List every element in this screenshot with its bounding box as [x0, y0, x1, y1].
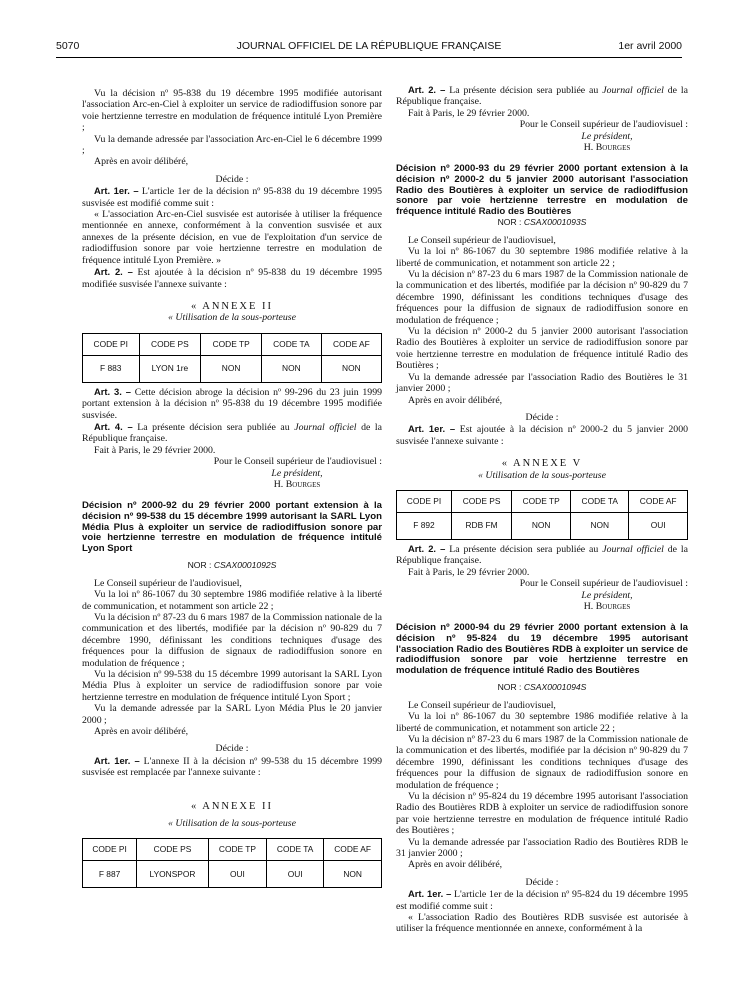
signature-name: H. Bourges	[583, 142, 631, 154]
decision-title: Décision nº 2000-93 du 29 février 2000 portant extension à la décision nº 2000-2 du 5 janvier 2000 autorisant l'association Radio des Boutières à exploiter un service de radiodiffusion sonore par voie hertzienne terrestre en modulation de fréquence intitulé Radio des Boutières	[396, 163, 688, 217]
article-text: de la République française.	[82, 421, 382, 445]
article-text: La présente décision sera publiée au	[449, 85, 599, 96]
subcarrier-table	[396, 490, 688, 540]
page-header	[56, 40, 682, 56]
signature-name: H. Bourges	[583, 600, 631, 612]
paragraph: Vu la décision nº 87-23 du 6 mars 1987 de la Commission nationale de la communication et des libertés, modifiée par la décision nº 90-829 du 7 décembre 1990, définissant les conditions techniques d'usage des fréquences pour la diffusion de signaux de radiodiffusion sonore en modulation de fréquence ;	[396, 269, 688, 326]
journal-name: Journal officiel	[294, 421, 357, 433]
nor-code: CSAX0001094S	[523, 682, 587, 693]
table-header-row	[83, 839, 382, 861]
signature-role: Le président,	[581, 130, 633, 142]
annex-subtitle: « Utilisation de la sous-porteuse	[168, 312, 296, 324]
table-header-cell: CODE TP	[208, 839, 266, 861]
table-header-cell: CODE TP	[512, 490, 571, 512]
article-2	[396, 543, 688, 567]
nor-reference	[82, 560, 382, 571]
table-header-cell: CODE TA	[267, 839, 324, 861]
annex-subtitle: « Utilisation de la sous-porteuse	[478, 469, 606, 481]
decision-title: Décision nº 2000-94 du 29 février 2000 portant extension à la décision nº 95-824 du 19 décembre 1995 autorisant l'association Radio des Boutières RDB à exploiter un service de radiodiffusion sonore par voie hertzienne terrestre en modulation de fréquence intitulé Radio des Boutières	[396, 622, 688, 676]
article-text: La présente décision sera publiée au	[449, 543, 599, 555]
article-label: Art. 3. –	[94, 385, 131, 397]
nor-label: NOR :	[497, 682, 522, 693]
nor-label: NOR :	[497, 217, 522, 228]
table-row	[397, 512, 688, 539]
paragraph: Vu la décision nº 87-23 du 6 mars 1987 de la Commission nationale de la communication et des libertés, modifiée par la décision nº 90-829 du 7 décembre 1990, définissant les conditions techniques d'usage des fréquences pour la diffusion de signaux de radiodiffusion sonore en modulation de fréquence ;	[396, 733, 688, 791]
done-at: Fait à Paris, le 29 février 2000.	[408, 566, 530, 578]
paragraph: Après en avoir délibéré,	[94, 156, 189, 168]
paragraph: Vu la décision nº 87-23 du 6 mars 1987 de la Commission nationale de la communication et des libertés, modifiée par la décision nº 90-829 du 7 décembre 1990, définissant les conditions techniques d'usage des fréquences pour la diffusion de signaux de radiodiffusion sonore en modulation de fréquence ;	[82, 611, 382, 669]
paragraph: Vu la décision nº 95-838 du 19 décembre 1995 modifiée autorisant l'association Arc-en-Ciel à exploiter un service de radiodiffusion sonore par voie hertzienne terrestre en modulation de fréquence intitulé Lyon Première ;	[82, 88, 382, 134]
table-cell: F 892	[397, 512, 452, 539]
left-column	[82, 88, 382, 891]
table-cell: F 887	[83, 861, 137, 888]
paragraph: Après en avoir délibéré,	[408, 394, 503, 406]
article-3	[82, 386, 382, 421]
table-header-row	[397, 490, 688, 512]
done-at: Fait à Paris, le 29 février 2000.	[408, 107, 530, 119]
paragraph: Vu la demande adressée par la SARL Lyon Média Plus le 20 janvier 2000 ;	[82, 703, 382, 726]
subcarrier-table	[82, 333, 382, 383]
article-text: de la République française.	[396, 85, 688, 108]
article-label: Art. 2. –	[408, 84, 446, 95]
table-cell: OUI	[267, 861, 324, 888]
table-cell: LYONSPOR	[137, 861, 209, 888]
table-cell: LYON 1re	[139, 355, 201, 382]
nor-reference	[396, 217, 688, 228]
journal-name: Journal officiel	[602, 85, 664, 96]
article-label: Art. 1er. –	[94, 754, 140, 766]
signature-role: Le président,	[581, 589, 633, 601]
paragraph: Vu la décision nº 95-824 du 19 décembre 1995 autorisant l'association Radio des Boutières RDB à exploiter un service de radiodiffusion sonore par voie hertzienne terrestre en modulation de fréquence intitulé Radio des Boutières ;	[396, 791, 688, 837]
paragraph: Après en avoir délibéré,	[408, 859, 503, 871]
article-1	[82, 185, 382, 209]
article-label: Art. 4. –	[94, 420, 133, 432]
nor-label: NOR :	[187, 560, 212, 571]
article-text: La présente décision sera publiée au	[137, 421, 290, 433]
right-column	[396, 84, 688, 935]
article-label: Art. 2. –	[94, 266, 133, 278]
paragraph: Le Conseil supérieur de l'audiovisuel,	[408, 234, 556, 246]
table-row	[83, 861, 382, 888]
article-1	[82, 755, 382, 779]
paragraph: Vu la décision nº 2000-2 du 5 janvier 2000 autorisant l'association Radio des Boutières à exploiter un service de radiodiffusion sonore par voie hertzienne terrestre en modulation de fréquence intitulé Radio des Boutières ;	[396, 326, 688, 372]
article-text: L'annexe II à la décision nº 99-538 du 15 décembre 1999 susvisée est remplacée par l'annexe suivante :	[82, 755, 382, 779]
signature-role: Le président,	[271, 467, 323, 479]
annex-title: « ANNEXE V	[501, 458, 583, 470]
annex-title: « ANNEXE II	[190, 800, 274, 812]
journal-title: JOURNAL OFFICIEL DE LA RÉPUBLIQUE FRANÇAISE	[236, 40, 502, 52]
decide-heading: Décide :	[525, 876, 559, 888]
table-header-cell: CODE TA	[571, 490, 629, 512]
table-header-cell: CODE TP	[201, 333, 262, 355]
table-cell: F 883	[83, 355, 140, 382]
article-label: Art. 1er. –	[94, 185, 139, 197]
table-header-cell: CODE AF	[321, 333, 381, 355]
table-cell: NON	[324, 861, 382, 888]
article-text: Cette décision abroge la décision nº 99-296 du 23 juin 1999 portant extension à la décision nº 95-838 du 19 décembre 1995 modifiée susvisée.	[82, 386, 382, 421]
table-header-cell: CODE TA	[261, 333, 321, 355]
paragraph: Vu la demande adressée par l'association Radio des Boutières le 31 janvier 2000 ;	[396, 371, 688, 395]
quote-paragraph: « L'association Arc-en-Ciel susvisée est autorisée à utiliser la fréquence mentionnée en annexe, conformément à la convention susvisée et aux annexes de la présente décision, en vue de l'exploitation d'un service de radiodiffusion sonore par voie hertzienne terrestre en modulation de fréquence intitulé Lyon Première. »	[82, 209, 382, 266]
table-header-cell: CODE PI	[83, 333, 140, 355]
table-header-cell: CODE PI	[83, 839, 137, 861]
table-cell: OUI	[208, 861, 266, 888]
article-text: L'article 1er de la décision nº 95-838 du 19 décembre 1995 susvisée est modifié comme suit :	[82, 186, 383, 209]
signature-for: Pour le Conseil supérieur de l'audiovisuel :	[213, 456, 382, 468]
paragraph: Vu la décision nº 99-538 du 15 décembre 1999 autorisant la SARL Lyon Média Plus à exploiter un service de radiodiffusion sonore par voie hertzienne terrestre en modulation de fréquence intitulé Lyon Sport ;	[82, 669, 382, 703]
nor-reference	[396, 682, 688, 693]
subcarrier-table	[82, 838, 382, 888]
table-cell: OUI	[629, 512, 688, 539]
table-header-cell: CODE PS	[139, 333, 201, 355]
table-cell: NON	[512, 512, 571, 539]
done-at: Fait à Paris, le 29 février 2000.	[94, 444, 216, 456]
table-header-cell: CODE AF	[324, 839, 382, 861]
table-header-cell: CODE PS	[137, 839, 209, 861]
article-4	[82, 421, 382, 445]
table-cell: NON	[571, 512, 629, 539]
article-2	[82, 266, 382, 290]
journal-name: Journal officiel	[602, 543, 664, 555]
paragraph: Vu la loi nº 86-1067 du 30 septembre 1986 modifiée relative à la liberté de communication, et notamment son article 22 ;	[396, 246, 688, 269]
header-rule	[56, 57, 682, 58]
article-text: de la République française.	[396, 543, 688, 567]
table-cell: NON	[201, 355, 262, 382]
article-1	[396, 423, 688, 447]
annex-subtitle: « Utilisation de la sous-porteuse	[168, 818, 296, 830]
table-cell: NON	[321, 355, 381, 382]
table-cell: RDB FM	[452, 512, 512, 539]
annex-title: « ANNEXE II	[190, 300, 274, 312]
article-text: Est ajoutée à la décision nº 2000-2 du 5 janvier 2000 susvisée l'annexe suivante :	[396, 424, 689, 447]
decide-heading: Décide :	[525, 411, 559, 423]
article-1	[396, 888, 688, 912]
article-2	[396, 84, 688, 108]
signature-for: Pour le Conseil supérieur de l'audiovisuel :	[519, 578, 688, 590]
paragraph: Vu la demande adressée par l'association Arc-en-Ciel le 6 décembre 1999 ;	[82, 133, 382, 157]
paragraph: Après en avoir délibéré,	[94, 726, 189, 738]
article-label: Art. 2. –	[408, 542, 446, 554]
paragraph: Vu la loi nº 86-1067 du 30 septembre 1986 modifiée relative à la liberté de communication, et notamment son article 22 ;	[396, 711, 688, 734]
decision-title: Décision nº 2000-92 du 29 février 2000 portant extension à la décision nº 99-538 du 15 décembre 1999 autorisant la SARL Lyon Média Plus à exploiter un service de radiodiffusion sonore par voie hertzienne terrestre en modulation de fréquence intitulé Lyon Sport	[82, 500, 382, 554]
signature-for: Pour le Conseil supérieur de l'audiovisuel :	[519, 119, 688, 131]
page-number: 5070	[56, 40, 80, 52]
article-text: L'article 1er de la décision nº 95-824 du 19 décembre 1995 est modifié comme suit :	[396, 889, 688, 912]
nor-code: CSAX0001093S	[523, 217, 587, 228]
paragraph: Le Conseil supérieur de l'audiovisuel,	[94, 577, 242, 589]
article-label: Art. 1er. –	[408, 888, 452, 900]
article-label: Art. 1er. –	[408, 423, 456, 435]
signature-name: H. Bourges	[273, 478, 321, 490]
paragraph: Le Conseil supérieur de l'audiovisuel,	[408, 699, 556, 711]
quote-paragraph: « L'association Radio des Boutières RDB susvisée est autorisée à utiliser la fréquence mentionnée en annexe, conformément à la	[396, 912, 688, 935]
table-header-cell: CODE AF	[629, 490, 688, 512]
issue-date: 1er avril 2000	[618, 40, 682, 52]
table-header-cell: CODE PS	[452, 490, 512, 512]
decide-heading: Décide :	[215, 743, 249, 755]
article-text: Est ajoutée à la décision nº 95-838 du 19 décembre 1995 modifiée susvisée l'annexe suivante :	[82, 267, 382, 290]
table-row	[83, 355, 382, 382]
nor-code: CSAX0001092S	[213, 560, 277, 571]
table-cell: NON	[261, 355, 321, 382]
paragraph: Vu la loi nº 86-1067 du 30 septembre 1986 modifiée relative à la liberté de communication, et notamment son article 22 ;	[82, 589, 382, 612]
table-header-cell: CODE PI	[397, 490, 452, 512]
paragraph: Vu la demande adressée par l'association Radio des Boutières RDB le 31 janvier 2000 ;	[396, 836, 688, 860]
decide-heading: Décide :	[215, 173, 249, 185]
table-header-row	[83, 333, 382, 355]
